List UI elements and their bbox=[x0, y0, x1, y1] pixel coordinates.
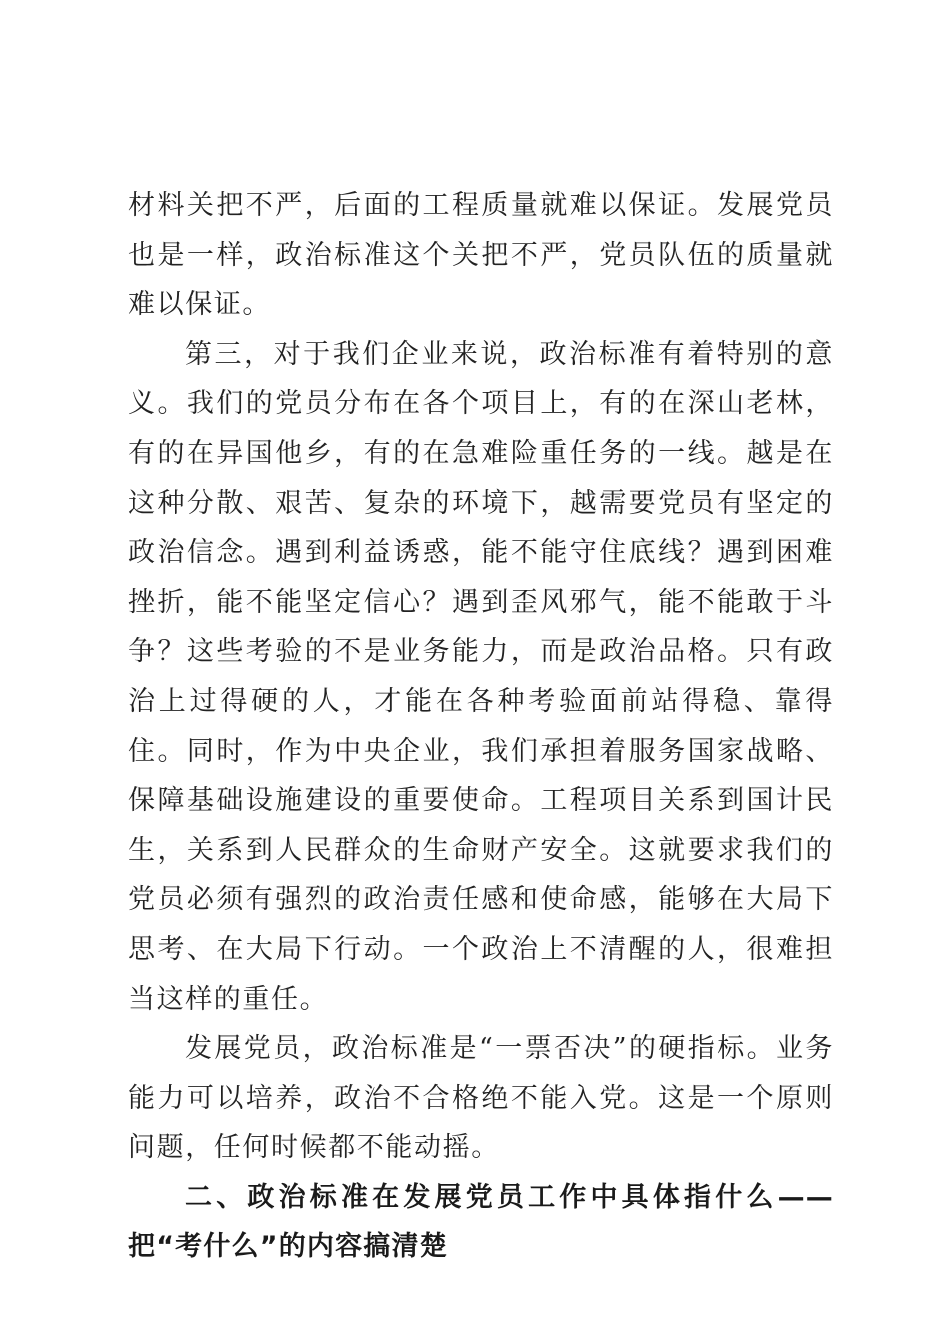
paragraph-one-vote-veto: 发展党员，政治标准是“一票否决”的硬指标。业务能力可以培养，政治不合格绝不能入党。这是一个原则问题，任何时候都不能动摇。 bbox=[128, 1033, 834, 1164]
section-heading-two: 二、政治标准在发展党员工作中具体指什么——把“考什么”的内容搞清楚 bbox=[128, 1181, 834, 1263]
paragraph-continuation: 材料关把不严，后面的工程质量就难以保证。发展党员也是一样，政治标准这个关把不严，党员队伍的质量就难以保证。 bbox=[128, 190, 834, 321]
paragraph-political-standard-enterprise: 第三，对于我们企业来说，政治标准有着特别的意义。我们的党员分布在各个项目上，有的在深山老林，有的在异国他乡，有的在急难险重任务的一线。越是在这种分散、艰苦、复杂的环境下，越需要党员有坚定的政治信念。遇到利益诱惑，能不能守住底线？遇到困难挫折，能不能坚定信心？遇到歪风邪气，能不能敢于斗争？这些考验的不是业务能力，而是政治品格。只有政治上过得硬的人，才能在各种考验面前站得稳、靠得住。同时，作为中央企业，我们承担着服务国家战略、保障基础设施建设的重要使命。工程项目关系到国计民生，关系到人民群众的生命财产安全。这就要求我们的党员必须有强烈的政治责任感和使命感，能够在大局下思考、在大局下行动。一个政治上不清醒的人，很难担当这样的重任。 bbox=[128, 338, 834, 1015]
document-page bbox=[128, 181, 834, 1272]
